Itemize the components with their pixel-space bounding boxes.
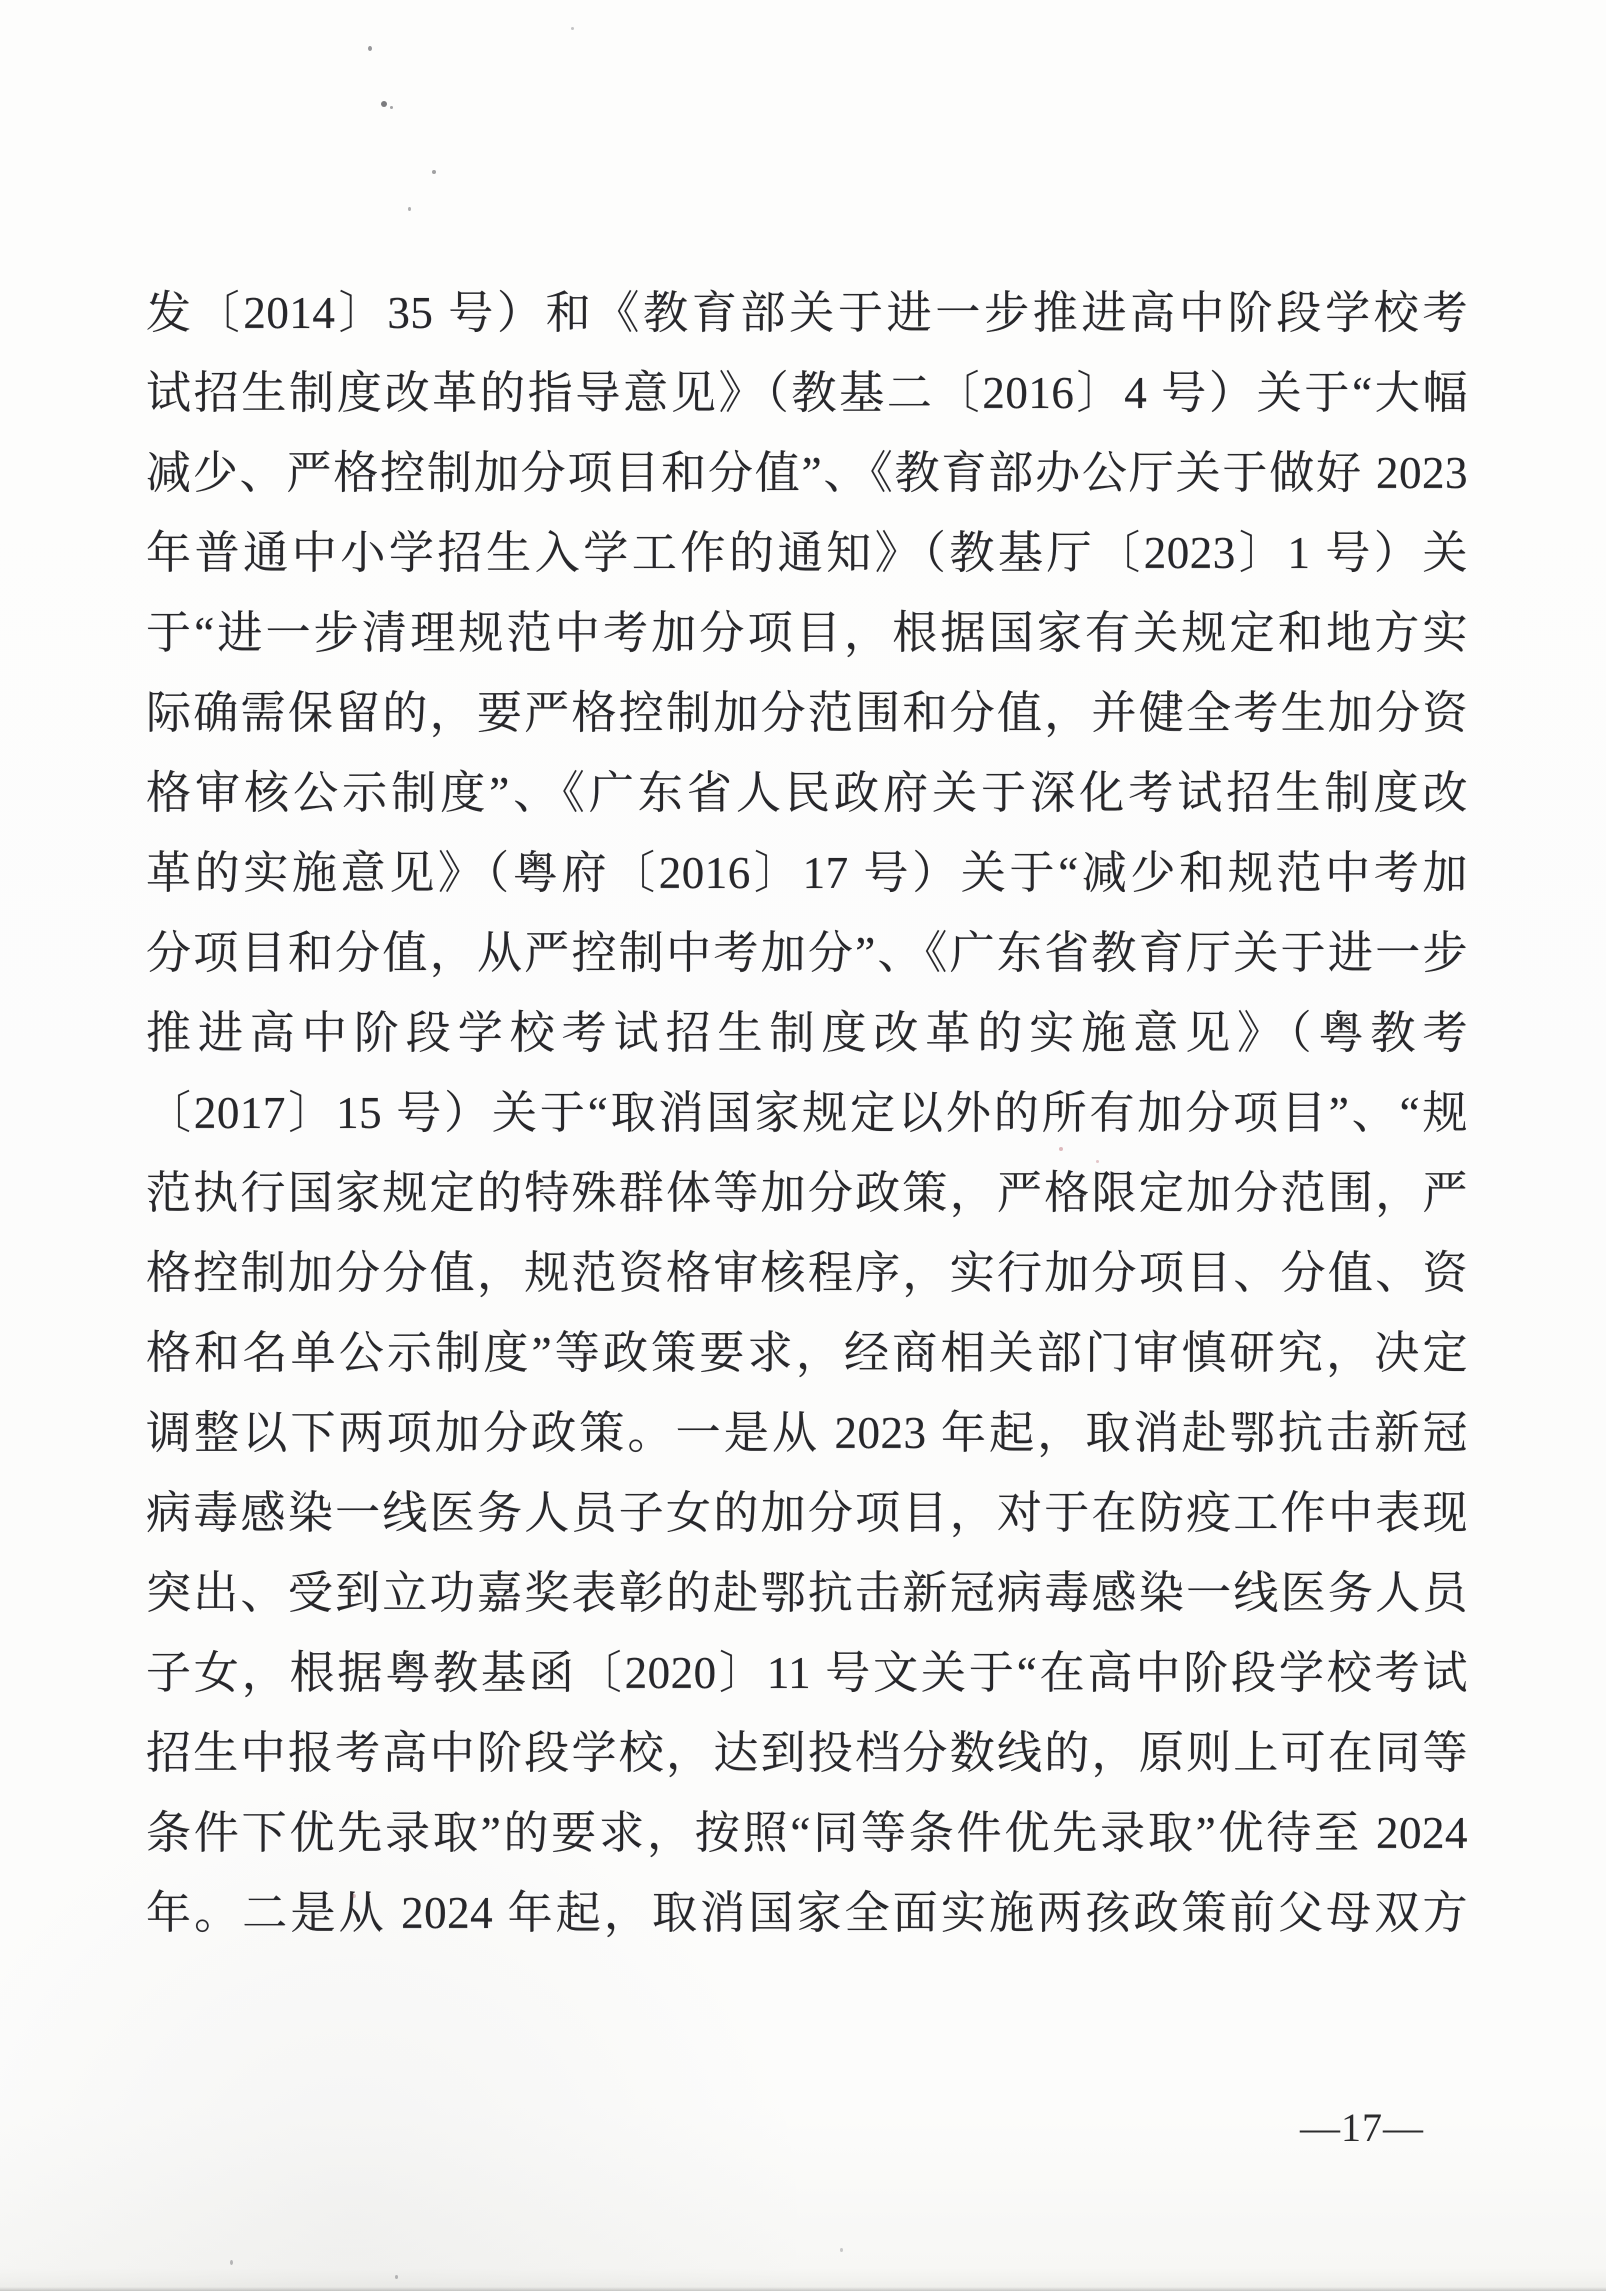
text-line: 格控制加分分值，规范资格审核程序，实行加分项目、分值、资 <box>146 1248 1468 1298</box>
body-text <box>146 273 1468 1953</box>
text-line: 于“进一步清理规范中考加分项目，根据国家有关规定和地方实 <box>146 608 1468 658</box>
text-line: 突出、受到立功嘉奖表彰的赴鄂抗击新冠病毒感染一线医务人员 <box>146 1568 1468 1618</box>
text-line: 际确需保留的，要严格控制加分范围和分值，并健全考生加分资 <box>146 688 1468 738</box>
scan-speck <box>390 106 393 109</box>
text-line: 推进高中阶段学校考试招生制度改革的实施意见》（粤教考 <box>146 1008 1468 1058</box>
text-line: 条件下优先录取”的要求，按照“同等条件优先录取”优待至 2024 <box>146 1808 1468 1858</box>
text-line: 年普通中小学招生入学工作的通知》（教基厅〔2023〕1 号）关 <box>146 528 1468 578</box>
text-line: 子女，根据粤教基函〔2020〕11 号文关于“在高中阶段学校考试 <box>146 1648 1468 1698</box>
scan-bottom-edge <box>0 2287 1606 2291</box>
text-line: 年。二是从 2024 年起，取消国家全面实施两孩政策前父母双方 <box>146 1888 1468 1938</box>
scan-speck <box>840 2248 843 2252</box>
text-line: 分项目和分值，从严控制中考加分”、《广东省教育厅关于进一步 <box>146 928 1468 978</box>
scan-speck <box>368 46 372 51</box>
scan-speck <box>230 2260 233 2265</box>
scan-speck <box>395 2275 398 2279</box>
page-number: —17— <box>1300 2105 1424 2150</box>
text-line: 试招生制度改革的指导意见》（教基二〔2016〕4 号）关于“大幅 <box>146 368 1468 418</box>
text-line: 病毒感染一线医务人员子女的加分项目，对于在防疫工作中表现 <box>146 1488 1468 1538</box>
text-line: 发〔2014〕35 号）和《教育部关于进一步推进高中阶段学校考 <box>146 288 1468 338</box>
text-line: 格和名单公示制度”等政策要求，经商相关部门审慎研究，决定 <box>146 1328 1468 1378</box>
text-line: 减少、严格控制加分项目和分值”、《教育部办公厅关于做好 2023 <box>146 448 1468 498</box>
text-line: 〔2017〕15 号）关于“取消国家规定以外的所有加分项目”、“规 <box>146 1088 1468 1138</box>
scan-speck <box>381 101 387 107</box>
scan-speck <box>432 170 436 174</box>
text-line: 调整以下两项加分政策。一是从 2023 年起，取消赴鄂抗击新冠 <box>146 1408 1468 1458</box>
text-line: 格审核公示制度”、《广东省人民政府关于深化考试招生制度改 <box>146 768 1468 818</box>
scan-speck <box>571 27 574 30</box>
scan-speck <box>408 207 411 211</box>
text-line: 招生中报考高中阶段学校，达到投档分数线的，原则上可在同等 <box>146 1728 1468 1778</box>
text-line: 革的实施意见》（粤府〔2016〕17 号）关于“减少和规范中考加 <box>146 848 1468 898</box>
text-line: 范执行国家规定的特殊群体等加分政策，严格限定加分范围，严 <box>146 1168 1468 1218</box>
